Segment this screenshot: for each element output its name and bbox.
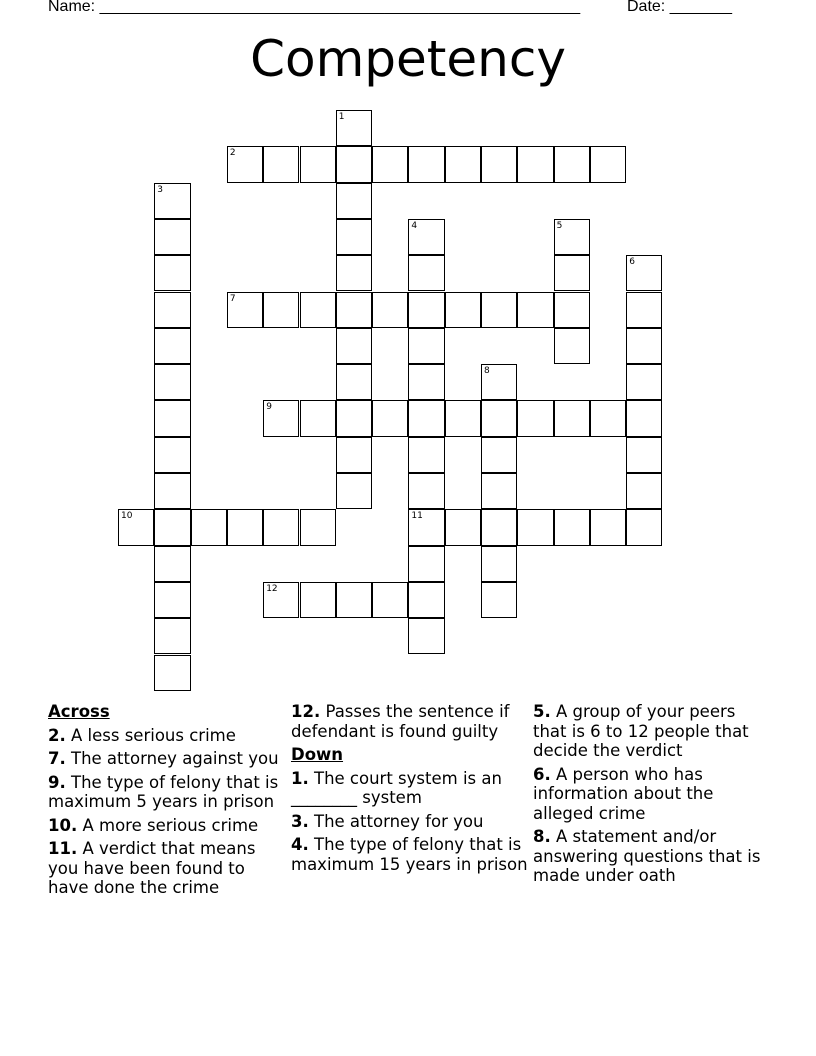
crossword-cell[interactable]	[263, 146, 299, 182]
crossword-cell[interactable]	[154, 473, 190, 509]
clue-text: The attorney for you	[314, 811, 484, 831]
crossword-cell[interactable]	[554, 509, 590, 545]
crossword-cell[interactable]	[154, 292, 190, 328]
clue-text: The type of felony that is maximum 15 years in prison	[291, 835, 528, 874]
crossword-cell[interactable]	[408, 292, 444, 328]
crossword-cell[interactable]	[408, 546, 444, 582]
puzzle-title: Competency	[250, 30, 566, 88]
clue-text: Passes the sentence if defendant is found guilty	[291, 702, 510, 741]
crossword-cell[interactable]	[481, 582, 517, 618]
crossword-cell[interactable]	[154, 437, 190, 473]
crossword-cell[interactable]	[626, 509, 662, 545]
crossword-cell[interactable]	[263, 582, 299, 618]
cell-number: 11	[411, 511, 423, 522]
crossword-cell[interactable]	[590, 400, 626, 436]
crossword-cell[interactable]	[590, 146, 626, 182]
cell-number: 9	[266, 402, 272, 413]
crossword-cell[interactable]	[626, 400, 662, 436]
clue-text: The court system is an ________ system	[291, 768, 502, 807]
crossword-cell[interactable]	[445, 400, 481, 436]
clue-number: 4.	[291, 835, 309, 854]
crossword-cell[interactable]	[554, 146, 590, 182]
crossword-cell[interactable]	[554, 328, 590, 364]
across-clue	[48, 726, 286, 746]
clue-text: A less serious crime	[71, 725, 236, 745]
crossword-cell[interactable]	[154, 255, 190, 291]
date-field-label: Date: _______	[627, 0, 732, 15]
clue-text: A verdict that means you have been found to have done the crime	[48, 839, 256, 897]
crossword-cell[interactable]	[481, 437, 517, 473]
crossword-cell[interactable]	[300, 146, 336, 182]
crossword-cell[interactable]	[154, 655, 190, 691]
crossword-cell[interactable]	[336, 183, 372, 219]
down-clue	[291, 769, 529, 808]
crossword-cell[interactable]	[626, 292, 662, 328]
crossword-cell[interactable]	[481, 509, 517, 545]
crossword-cell[interactable]	[154, 618, 190, 654]
crossword-cell[interactable]	[481, 364, 517, 400]
down-clue	[291, 835, 529, 874]
clue-text: A more serious crime	[82, 815, 259, 835]
cell-number: 6	[629, 257, 635, 268]
down-heading: Down	[291, 745, 344, 764]
clue-number: 7.	[48, 749, 66, 768]
crossword-cell[interactable]	[517, 146, 553, 182]
crossword-cell[interactable]	[336, 219, 372, 255]
clue-column-1	[48, 702, 286, 902]
crossword-cell[interactable]	[445, 292, 481, 328]
crossword-cell[interactable]	[590, 509, 626, 545]
crossword-cell[interactable]	[336, 582, 372, 618]
crossword-cell[interactable]	[481, 292, 517, 328]
crossword-cell[interactable]	[481, 146, 517, 182]
crossword-cell[interactable]	[517, 400, 553, 436]
crossword-cell[interactable]	[626, 255, 662, 291]
crossword-cell[interactable]	[481, 400, 517, 436]
crossword-cell[interactable]	[300, 509, 336, 545]
crossword-cell[interactable]	[118, 509, 154, 545]
crossword-cell[interactable]	[626, 364, 662, 400]
across-clue	[48, 773, 286, 812]
crossword-cell[interactable]	[336, 473, 372, 509]
crossword-cell[interactable]	[336, 364, 372, 400]
crossword-cell[interactable]	[372, 400, 408, 436]
crossword-cell[interactable]	[408, 146, 444, 182]
cell-number: 3	[157, 184, 164, 195]
crossword-cell[interactable]	[408, 509, 444, 545]
crossword-cell[interactable]	[263, 292, 299, 328]
name-field-label: Name: ______________________________________________________	[48, 0, 581, 15]
crossword-cell[interactable]	[408, 364, 444, 400]
crossword-cell[interactable]	[154, 582, 190, 618]
crossword-cell[interactable]	[227, 509, 263, 545]
crossword-cell[interactable]	[372, 582, 408, 618]
crossword-cell[interactable]	[154, 509, 190, 545]
crossword-cell[interactable]	[154, 400, 190, 436]
clue-text: The attorney against you	[71, 749, 279, 768]
crossword-cell[interactable]	[336, 110, 372, 146]
crossword-cell[interactable]	[300, 582, 336, 618]
cell-number: 1	[338, 112, 345, 122]
across-clue	[48, 816, 286, 836]
crossword-cell[interactable]	[336, 437, 372, 473]
down-clue	[291, 812, 529, 832]
clue-number: 2.	[48, 725, 66, 745]
crossword-cell[interactable]	[408, 437, 444, 473]
crossword-cell[interactable]	[445, 146, 481, 182]
down-clue	[533, 702, 771, 761]
crossword-cell[interactable]	[517, 292, 553, 328]
crossword-cell[interactable]	[263, 509, 299, 545]
crossword-cell[interactable]	[408, 473, 444, 509]
across-clue	[291, 702, 529, 741]
crossword-cell[interactable]	[191, 509, 227, 545]
crossword-cell[interactable]	[336, 255, 372, 291]
cell-number: 7	[229, 293, 236, 304]
down-clue	[533, 765, 771, 824]
crossword-cell[interactable]	[481, 473, 517, 509]
clue-text: The type of felony that is maximum 5 years in prison	[48, 772, 279, 811]
crossword-cell[interactable]	[626, 473, 662, 509]
crossword-cell[interactable]	[554, 255, 590, 291]
crossword-cell[interactable]	[336, 146, 372, 182]
clue-number: 1.	[291, 768, 309, 788]
clue-number: 8.	[533, 827, 551, 846]
clue-number: 10.	[48, 815, 78, 835]
crossword-cell[interactable]	[626, 328, 662, 364]
crossword-cell[interactable]	[408, 582, 444, 618]
crossword-cell[interactable]	[300, 400, 336, 436]
crossword-cell[interactable]	[554, 400, 590, 436]
crossword-cell[interactable]	[300, 292, 336, 328]
cell-number: 10	[121, 511, 133, 522]
clue-number: 9.	[48, 772, 66, 792]
cell-number: 4	[411, 220, 418, 231]
cell-number: 2	[229, 148, 236, 159]
cell-number: 12	[266, 583, 278, 594]
down-clue	[533, 827, 771, 886]
cell-number: 8	[484, 366, 490, 377]
clue-column-2	[291, 702, 529, 878]
crossword-cell[interactable]	[408, 328, 444, 364]
clue-column-3	[533, 702, 771, 890]
crossword-cell[interactable]	[554, 219, 590, 255]
across-clue	[48, 749, 286, 769]
crossword-cell[interactable]	[154, 219, 190, 255]
crossword-cell[interactable]	[554, 292, 590, 328]
crossword-cell[interactable]	[408, 255, 444, 291]
crossword-cell[interactable]	[227, 146, 263, 182]
crossword-cell[interactable]	[408, 400, 444, 436]
crossword-cell[interactable]	[626, 437, 662, 473]
crossword-cell[interactable]	[372, 292, 408, 328]
clue-number: 12.	[291, 702, 321, 721]
crossword-cell[interactable]	[154, 183, 190, 219]
crossword-cell[interactable]	[336, 328, 372, 364]
cell-number: 5	[556, 220, 563, 231]
crossword-cell[interactable]	[372, 146, 408, 182]
across-heading: Across	[48, 702, 110, 721]
crossword-cell[interactable]	[154, 328, 190, 364]
crossword-cell[interactable]	[408, 618, 444, 654]
crossword-cell[interactable]	[408, 219, 444, 255]
clue-text: A group of your peers that is 6 to 12 people that decide the verdict	[533, 702, 749, 760]
crossword-cell[interactable]	[481, 546, 517, 582]
crossword-cell[interactable]	[227, 292, 263, 328]
crossword-cell[interactable]	[336, 292, 372, 328]
crossword-cell[interactable]	[445, 509, 481, 545]
clue-text: A person who has information about the alleged crime	[533, 764, 714, 823]
clue-number: 3.	[291, 811, 309, 831]
clue-number: 11.	[48, 839, 78, 858]
clue-number: 5.	[533, 702, 551, 721]
crossword-cell[interactable]	[336, 400, 372, 436]
clue-text: A statement and/or answering questions that is made under oath	[533, 827, 761, 885]
crossword-cell[interactable]	[263, 400, 299, 436]
crossword-cell[interactable]	[517, 509, 553, 545]
across-clue	[48, 839, 286, 898]
crossword-cell[interactable]	[154, 364, 190, 400]
clue-number: 6.	[533, 764, 551, 784]
crossword-cell[interactable]	[154, 546, 190, 582]
